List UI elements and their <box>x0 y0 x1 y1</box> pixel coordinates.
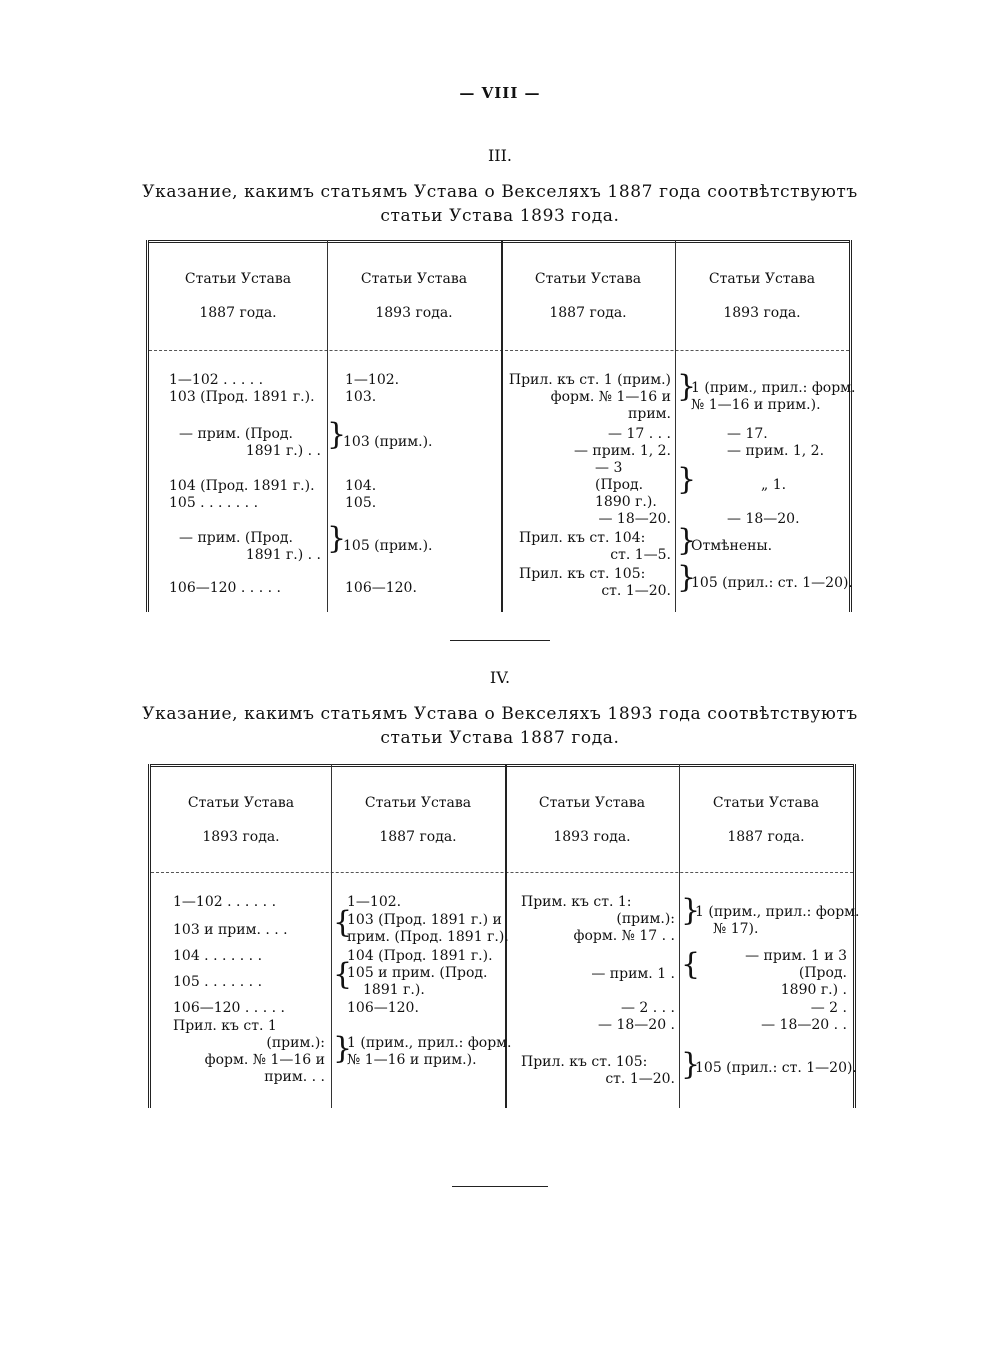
section-3-title <box>140 180 860 228</box>
brace-icon: { <box>333 957 353 992</box>
table-row: 1—102 . . . . . . <box>173 894 277 910</box>
table-row: прим. . . <box>264 1069 325 1085</box>
table-3-header-col2 <box>327 262 501 330</box>
table-row: — прим. (Прод. <box>179 426 293 442</box>
header-label: Статьи Устава <box>712 795 820 811</box>
table-cell: 105 (прил.: ст. 1—20). <box>695 1060 857 1076</box>
table-3 <box>146 240 856 612</box>
section-4-title <box>140 702 860 750</box>
brace-icon: } <box>677 523 697 558</box>
table-row: — прим. 1 . <box>591 966 675 982</box>
header-label: Статьи Устава <box>708 271 816 287</box>
table-cell: 105 (прим.). <box>343 538 433 554</box>
table-4-header-col4 <box>679 786 853 854</box>
table-cell: 1 (прим., прил.: форм. <box>695 904 860 920</box>
table-cell: — 17. <box>727 426 768 442</box>
table-4 <box>148 764 860 1108</box>
table-row: Прил. къ ст. 105: <box>521 1054 648 1070</box>
table-row: (прим.): <box>266 1035 325 1051</box>
header-year: 1893 года. <box>375 305 453 321</box>
header-label: Статьи Устава <box>187 795 295 811</box>
table-cell: 1—102. <box>345 372 400 388</box>
table-3-header-col1 <box>149 262 327 330</box>
table-cell: — прим. 1, 2. <box>727 443 825 459</box>
brace-icon: { <box>333 905 353 940</box>
header-label: Статьи Устава <box>534 271 642 287</box>
table-cell: 105 (прил.: ст. 1—20). <box>691 575 853 591</box>
section-separator <box>450 640 550 641</box>
section-4-title-line1: Указание, какимъ статьямъ Устава о Векселяхъ 1893 года соотвѣтствуютъ <box>142 704 858 724</box>
table-row: 104 (Прод. 1891 г.). <box>169 478 315 494</box>
table-cell: — прим. 1 и 3 <box>745 948 847 964</box>
header-label: Статьи Устава <box>538 795 646 811</box>
table-row: 105 . . . . . . . <box>169 495 259 511</box>
table-cell: Отмѣнены. <box>691 538 773 554</box>
table-cell: — 2 . <box>810 1000 847 1016</box>
section-3-numeral: III. <box>487 146 513 165</box>
brace-icon: } <box>677 560 697 595</box>
table-4-header-col3 <box>505 786 679 854</box>
table-cell: прим. (Прод. 1891 г.). <box>347 929 509 945</box>
header-year: 1887 года. <box>199 305 277 321</box>
brace-icon: } <box>677 369 697 404</box>
table-cell: 104 (Прод. 1891 г.). <box>347 948 493 964</box>
table-cell: 1890 г.) . <box>780 982 847 998</box>
table-row: форм. № 1—16 и <box>204 1052 325 1068</box>
table-3-header-col3 <box>501 262 675 330</box>
header-year: 1893 года. <box>202 829 280 845</box>
table-cell: 105. <box>345 495 377 511</box>
table-3-header-col4 <box>675 262 849 330</box>
table-cell: — 18—20 . . <box>761 1017 847 1033</box>
table-cell: 106—120. <box>345 580 417 596</box>
table-row: (Прод. <box>595 477 644 493</box>
table-row: — 18—20. <box>598 511 671 527</box>
table-cell: 1—102. <box>347 894 402 910</box>
table-row: 103 (Прод. 1891 г.). <box>169 389 315 405</box>
table-row: 1—102 . . . . . <box>169 372 264 388</box>
header-year: 1887 года. <box>549 305 627 321</box>
table-4-header-col1 <box>151 786 331 854</box>
brace-icon: } <box>327 521 347 556</box>
page-number: — VIII — <box>459 84 541 102</box>
table-row: 105 . . . . . . . <box>173 974 263 990</box>
table-4-header-rule <box>151 872 853 873</box>
brace-icon: } <box>681 893 701 928</box>
table-row: ст. 1—5. <box>610 547 671 563</box>
table-row: — 18—20 . <box>598 1017 675 1033</box>
table-row: 106—120 . . . . . <box>173 1000 285 1016</box>
table-cell: 103 (Прод. 1891 г.) и <box>347 912 502 928</box>
table-cell: „ 1. <box>761 477 787 493</box>
section-4-numeral: IV. <box>489 668 511 687</box>
table-row: форм. № 17 . . <box>573 928 675 944</box>
table-cell: 103 (прим.). <box>343 434 433 450</box>
table-3-top-rule <box>149 240 849 243</box>
table-row: ст. 1—20. <box>601 583 671 599</box>
table-4-top-rule <box>151 764 853 767</box>
table-row: 1891 г.) . . <box>245 443 321 459</box>
table-cell: 1 (прим., прил.: форм. <box>347 1035 512 1051</box>
table-row: Прил. къ ст. 1 <box>173 1018 277 1034</box>
end-separator <box>452 1186 548 1187</box>
brace-icon: { <box>681 947 701 982</box>
header-year: 1893 года. <box>553 829 631 845</box>
header-label: Статьи Устава <box>360 271 468 287</box>
table-cell: 106—120. <box>347 1000 419 1016</box>
table-cell: 1 (прим., прил.: форм. <box>691 380 856 396</box>
table-3-header-rule <box>149 350 849 351</box>
table-row: 104 . . . . . . . <box>173 948 263 964</box>
table-row: 1891 г.) . . <box>245 547 321 563</box>
brace-icon: } <box>677 462 697 497</box>
header-label: Статьи Устава <box>364 795 472 811</box>
table-cell: № 1—16 и прим.). <box>691 397 821 413</box>
table-row: 1890 г.). <box>595 494 657 510</box>
table-4-header-col2 <box>331 786 505 854</box>
table-cell: № 1—16 и прим.). <box>347 1052 477 1068</box>
header-year: 1887 года. <box>379 829 457 845</box>
table-row: ст. 1—20. <box>605 1071 675 1087</box>
table-cell: 103. <box>345 389 377 405</box>
brace-icon: } <box>681 1047 701 1082</box>
section-3-title-line2: статьи Устава 1893 года. <box>380 206 620 226</box>
table-row: Прил. къ ст. 1 (прим.) <box>508 372 671 388</box>
table-row: 103 и прим. . . . <box>173 922 288 938</box>
table-cell: 105 и прим. (Прод. <box>347 965 488 981</box>
brace-icon: } <box>333 1031 353 1066</box>
header-year: 1887 года. <box>727 829 805 845</box>
table-row: Прил. къ ст. 104: <box>519 530 646 546</box>
table-row: — 17 . . . <box>608 426 671 442</box>
table-cell: 1891 г.). <box>363 982 425 998</box>
table-row: форм. № 1—16 и <box>550 389 671 405</box>
header-year: 1893 года. <box>723 305 801 321</box>
brace-icon: } <box>327 417 347 452</box>
table-row: — прим. 1, 2. <box>573 443 671 459</box>
table-cell: (Прод. <box>798 965 847 981</box>
table-row: Прил. къ ст. 105: <box>519 566 646 582</box>
table-row: (прим.): <box>616 911 675 927</box>
table-cell: — 18—20. <box>727 511 800 527</box>
table-row: прим. <box>628 406 671 422</box>
header-label: Статьи Устава <box>184 271 292 287</box>
table-row: — 3 <box>595 460 623 476</box>
table-cell: № 17). <box>713 921 759 937</box>
section-4-title-line2: статьи Устава 1887 года. <box>380 728 620 748</box>
table-row: — прим. (Прод. <box>179 530 293 546</box>
table-row: 106—120 . . . . . <box>169 580 281 596</box>
section-3-title-line1: Указание, какимъ статьямъ Устава о Векселяхъ 1887 года соотвѣтствуютъ <box>142 182 858 202</box>
table-row: Прим. къ ст. 1: <box>521 894 632 910</box>
table-row: — 2 . . . <box>620 1000 675 1016</box>
table-cell: 104. <box>345 478 377 494</box>
